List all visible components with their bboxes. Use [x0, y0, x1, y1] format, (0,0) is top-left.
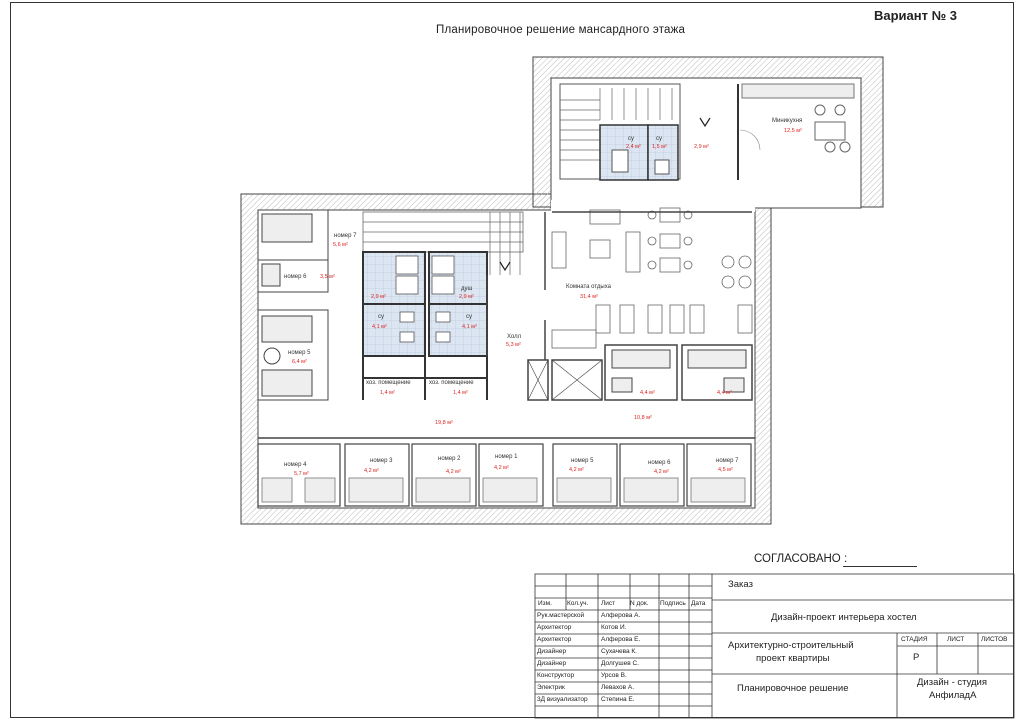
stage-label: СТАДИЯ: [901, 636, 928, 643]
title-block: [535, 572, 1014, 718]
col-list: Лист: [601, 600, 616, 607]
stage-value: Р: [913, 652, 920, 663]
role-label: 3Д визуализатор: [537, 696, 588, 703]
studio-line2: АнфиладА: [929, 690, 977, 701]
room-area: 2,9 м²: [459, 294, 474, 300]
sheet-label: ЛИСТ: [947, 636, 965, 643]
room-name: номер 7: [334, 233, 357, 239]
room-area: 6,4 м²: [292, 359, 307, 365]
room-area: 4,2 м²: [364, 468, 379, 474]
room-area: 4,2 м²: [654, 469, 669, 475]
person-name: Долгушев С.: [601, 660, 639, 667]
person-name: Алферова А.: [601, 612, 641, 619]
person-name: Алферова Е.: [601, 636, 641, 643]
room-area: 10,8 м²: [634, 415, 652, 421]
room-area: 2,9 м²: [371, 294, 386, 300]
drawing-name: Планировочное решение: [737, 683, 849, 694]
room-name: Холл: [507, 334, 522, 340]
room-name: су: [378, 314, 384, 320]
plan-title: Планировочное решение мансардного этажа: [436, 24, 686, 36]
room-name: номер 6: [648, 460, 671, 466]
order-label: Заказ: [728, 579, 753, 590]
room-area: 4,1 м²: [372, 324, 387, 330]
room-area: 12,5 м²: [784, 128, 802, 134]
studio-line1: Дизайн - студия: [917, 677, 988, 688]
room-name: номер 6: [284, 274, 307, 280]
room-name: су: [656, 136, 662, 142]
section-line2: проект квартиры: [756, 653, 830, 664]
room-area: 1,5 м²: [652, 144, 667, 150]
room-name: номер 7: [716, 458, 739, 464]
room-name: Комната отдыха: [566, 284, 611, 290]
room-name: номер 1: [495, 454, 518, 460]
role-label: Архитектор: [537, 624, 572, 631]
person-name: Сухачева К.: [601, 648, 637, 655]
room-area: 4,2 м²: [569, 467, 584, 473]
person-name: Котов И.: [601, 624, 627, 631]
room-name: Миникухня: [772, 118, 803, 124]
room-area: 4,5 м²: [718, 467, 733, 473]
room-area: 31,4 м²: [580, 294, 598, 300]
project-name: Дизайн-проект интерьера хостел: [771, 612, 917, 623]
person-name: Урсов В.: [601, 672, 627, 679]
approval-label: СОГЛАСОВАНО :: [754, 553, 848, 565]
room-name: номер 3: [370, 458, 393, 464]
sheets-label: ЛИСТОВ: [981, 636, 1008, 643]
col-sign: Подпись: [660, 600, 686, 607]
room-name: номер 4: [284, 462, 307, 468]
room-area: 4,2 м²: [494, 465, 509, 471]
room-area: 3,5 м²: [320, 274, 335, 280]
room-name: душ: [461, 286, 473, 292]
role-label: Конструктор: [537, 672, 575, 679]
room-name: хоз. помещение: [429, 380, 474, 386]
role-label: Архитектор: [537, 636, 572, 643]
col-izm: Изм.: [538, 600, 552, 607]
person-name: Левахов А.: [601, 684, 635, 691]
room-area: 4,4 м²: [717, 390, 732, 396]
col-kol: Кол.уч.: [567, 600, 589, 607]
room-area: 2,4 м²: [626, 144, 641, 150]
room-area: 4,1 м²: [462, 324, 477, 330]
room-area: 1,4 м²: [453, 390, 468, 396]
room-area: 4,2 м²: [446, 469, 461, 475]
room-area: 4,4 м²: [640, 390, 655, 396]
room-name: номер 5: [288, 350, 311, 356]
room-name: су: [628, 136, 634, 142]
room-area: 5,7 м²: [294, 471, 309, 477]
person-name: Степина Е.: [601, 696, 635, 703]
room-area: 5,6 м²: [333, 242, 348, 248]
room-name: номер 2: [438, 456, 461, 462]
role-label: Дизайнер: [537, 648, 567, 655]
role-label: Дизайнер: [537, 660, 567, 667]
variant-label: Вариант № 3: [874, 8, 957, 23]
col-ndoc: N док.: [630, 600, 649, 607]
room-area: 19,8 м²: [435, 420, 453, 426]
room-name: номер 5: [571, 458, 594, 464]
room-name: хоз. помещение: [366, 380, 411, 386]
room-area: 5,3 м²: [506, 342, 521, 348]
section-line1: Архитектурно-строительный: [728, 640, 854, 651]
room-area: 2,9 м²: [694, 144, 709, 150]
room-area: 1,4 м²: [380, 390, 395, 396]
role-label: Электрик: [537, 684, 565, 691]
col-date: Дата: [691, 600, 706, 607]
room-name: су: [466, 314, 472, 320]
role-label: Рук.мастерской: [537, 612, 585, 619]
